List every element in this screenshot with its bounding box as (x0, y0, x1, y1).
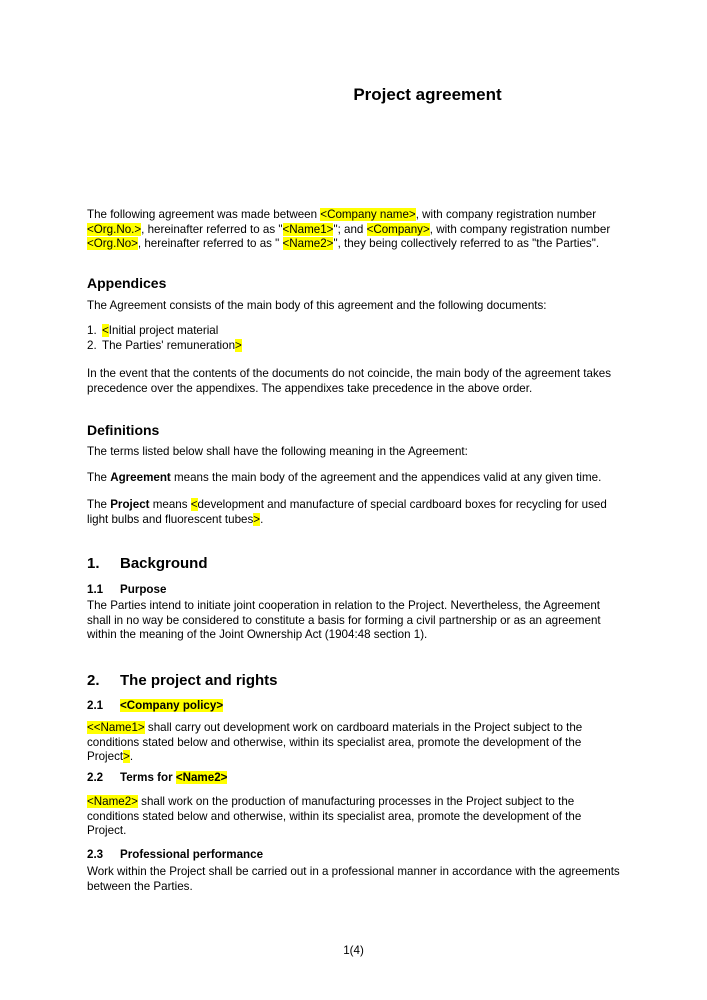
text-segment: Agreement (110, 471, 171, 484)
text-segment: . (129, 750, 134, 763)
highlighted-placeholder: <Name2> (87, 795, 138, 808)
highlighted-placeholder: <Name1> (282, 222, 334, 236)
text-segment: . (260, 512, 264, 526)
section-2-heading (87, 672, 620, 690)
terms-paragraph (87, 795, 620, 839)
text-segment: Terms for (120, 771, 176, 784)
text-segment: shall carry out development work on cardboard materials in the Project subject to the conditions stated below and otherwise, within its specialist area, promote the development of the Project (87, 721, 583, 763)
highlighted-placeholder: <Company> (366, 222, 430, 236)
section-number: 2. (87, 672, 100, 689)
subsection-number: 2.2 (87, 771, 104, 784)
section-title: The project and rights (120, 672, 278, 689)
subsection-title (120, 699, 223, 712)
highlighted-placeholder: <Name2> (175, 771, 228, 784)
list-item-text (102, 324, 218, 337)
company-policy-paragraph (87, 721, 620, 765)
text-segment: The Parties' remuneration (102, 338, 236, 352)
project-definition (87, 498, 620, 527)
highlighted-placeholder: <Org.No> (87, 237, 138, 250)
appendices-lead: The Agreement consists of the main body of this agreement and the following documents: (87, 298, 547, 312)
highlighted-placeholder: < (190, 498, 198, 511)
text-segment: Project (110, 498, 150, 511)
purpose-paragraph: The Parties intend to initiate joint cooperation in relation to the Project. Nevertheless, the Agreement shall in no way be considered to constitute a basis for forming a civil partnership or as an agreement within the meaning of the Joint Ownership Act (1904:48 section 1). (87, 599, 601, 641)
section-title: Background (120, 555, 208, 572)
text-segment: The following agreement was made between (87, 208, 321, 221)
text-segment: shall work on the production of manufacturing processes in the Project subject to the conditions stated below and otherwise, within its specialist area, promote the development of the Project. (87, 795, 582, 837)
section-1-1-heading (87, 583, 620, 598)
text-segment: Initial project material (108, 324, 219, 337)
section-1-heading (87, 555, 620, 573)
definitions-heading: Definitions (87, 422, 160, 438)
text-segment: , with company registration number (415, 208, 597, 221)
text-segment: means the main body of the agreement and the appendices valid at any given time. (170, 471, 602, 484)
list-item (87, 339, 620, 354)
professional-performance-paragraph: Work within the Project shall be carried out in a professional manner in accordance with the agreements between the Parties. (87, 865, 620, 893)
text-segment: "; and (333, 222, 367, 236)
appendices-note: In the event that the contents of the documents do not coincide, the main body of the agreement takes precedence over the appendixes. The appendixes take precedence in the above order. (87, 367, 611, 395)
text-segment: means (149, 498, 191, 511)
highlighted-placeholder: <Name2> (282, 237, 334, 250)
appendices-heading: Appendices (87, 274, 167, 291)
subsection-title (120, 771, 227, 784)
section-2-1-heading (87, 699, 620, 714)
list-item-number: 1. (87, 324, 97, 337)
list-item (87, 324, 620, 339)
highlighted-placeholder: < (102, 324, 109, 337)
section-2-2-heading (87, 771, 620, 786)
highlighted-placeholder: <<Name1> (87, 721, 145, 734)
subsection-number: 2.3 (87, 848, 104, 861)
highlighted-placeholder: <Company name> (320, 208, 416, 221)
highlighted-placeholder: <Company policy> (120, 699, 224, 712)
section-number: 1. (87, 555, 100, 572)
highlighted-placeholder: > (235, 338, 242, 352)
document-title: Project agreement (353, 85, 502, 104)
section-2-3-heading (87, 848, 620, 863)
highlighted-placeholder: > (123, 750, 130, 763)
page-number: 1(4) (343, 944, 364, 957)
highlighted-placeholder: <Org.No.> (87, 222, 142, 236)
text-segment: development and manufacture of special cardboard boxes for recycling for used light bulbs and fluorescent tubes (87, 498, 607, 526)
appendices-list (87, 324, 620, 353)
list-item-number: 2. (87, 338, 97, 352)
subsection-title: Professional performance (120, 848, 264, 861)
text-segment: ", they being collectively referred to as "the Parties". (333, 237, 600, 250)
highlighted-placeholder: > (253, 512, 261, 526)
text-segment: , hereinafter referred to as " (137, 237, 283, 250)
text-segment: The (87, 471, 111, 484)
definitions-lead: The terms listed below shall have the following meaning in the Agreement: (87, 445, 468, 458)
subsection-number: 1.1 (87, 583, 104, 596)
text-segment: , hereinafter referred to as " (141, 222, 283, 236)
subsection-number: 2.1 (87, 699, 104, 712)
text-segment: The (87, 498, 111, 511)
intro-paragraph (87, 208, 620, 252)
subsection-title: Purpose (120, 583, 167, 596)
list-item-text (102, 339, 242, 352)
text-segment: , with company registration number (429, 222, 611, 236)
agreement-definition (87, 471, 620, 486)
